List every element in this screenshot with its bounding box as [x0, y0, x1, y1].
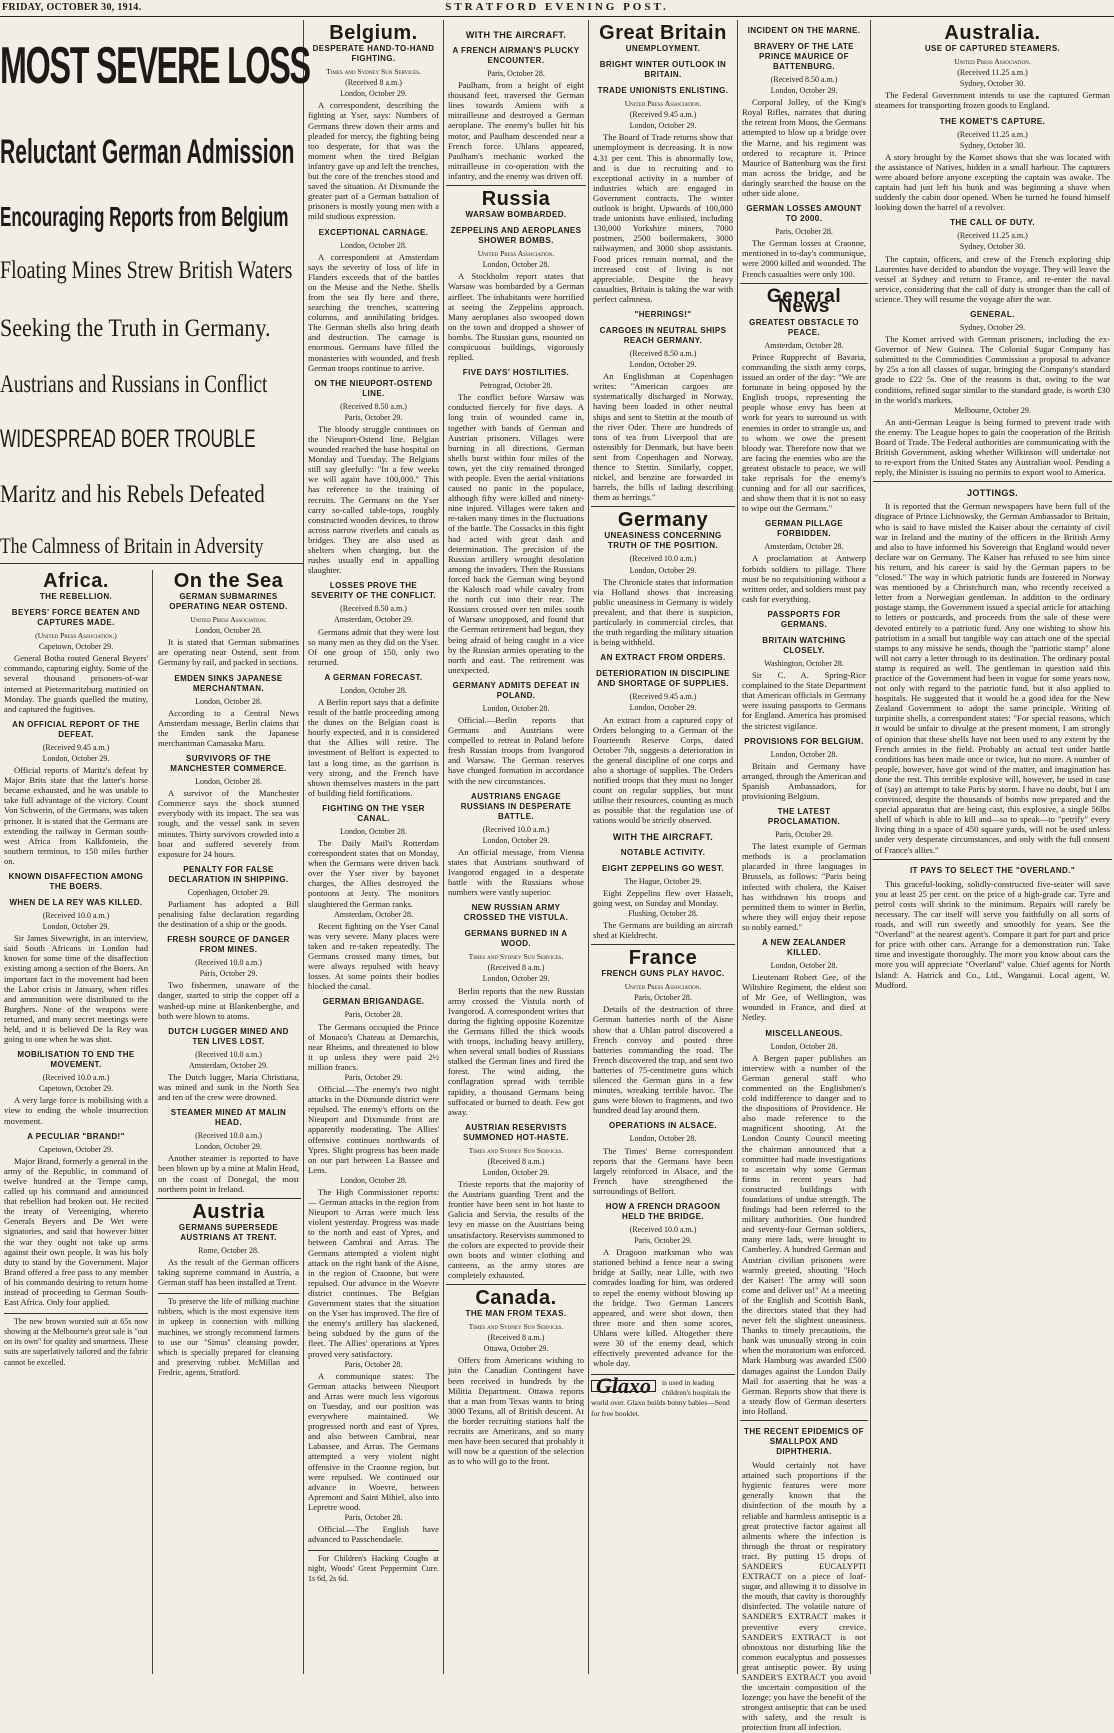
article-body: Paulham, from a height of eight thousand feet, traversed the German lines towards Amiens with a mitrailleuse and destroyed a German aeroplane. The enemy's bullet hit his motor, and Paulham descended near a French force. Uhlans appeared, Paulham's mechanic worked the mitrailleuse in co-operation with the infantry, and the enemy was driven off.	[448, 80, 584, 181]
article-body: The captain, officers, and crew of the French exploring ship Laurentes have decided to abandon the voyage. They will leave the vessel at Sydney and return to France, and re-enter the naval service, considering that the call of duty is stronger than the call of science. They will resume the voyage after the war.	[875, 253, 1110, 304]
article-headline: GREATEST OBSTACLE TO PEACE.	[749, 317, 859, 337]
advertisement-headline: THE RECENT EPIDEMICS OF SMALLPOX AND DIPHTHERIA.	[744, 1427, 864, 1457]
headline-main: MOST SEVERE LOSS	[0, 37, 310, 95]
article-headline: AUSTRIANS ENGAGE RUSSIANS IN DESPERATE BATTLE.	[460, 791, 572, 821]
article-headline: THE LATEST PROCLAMATION.	[767, 807, 841, 827]
article-headline: PROVISIONS FOR BELGIUM.	[744, 736, 864, 746]
article-body: Eight Zeppelins flew over Hasselt, going west, on Sunday and Monday.	[593, 887, 733, 908]
article-body: According to a Central News Amsterdam message, Berlin claims that the Emden sank the Japanese merchantman Camasaka Maru.	[158, 707, 299, 748]
received-time: (Received 10.0 a.m.)	[629, 554, 697, 564]
article-body: A very large force is mobilising with a view to ending the whole insurrection movement.	[4, 1095, 148, 1126]
section-title: Canada.	[475, 1287, 557, 1309]
column-britain	[591, 20, 735, 1676]
advertisement: To preserve the life of milking machine rubbers, which is the most expensive item in upkeep in connection with milking machines, we strongly recommend farmers to use our "Simus" cleansing powder, which is specially prepared for cleansing and preserving rubber. McMillan and Fredric, agents, Stratford.	[158, 1293, 299, 1378]
article-body: Official reports of Maritz's defeat by Major Brits state that the latter's horse became exhausted, and he was unable to take full advantage of the victory. Count Von Schwerin, of the Germans, was taken prisoner. It is stated that the Germans are extending the railway in German south-west Africa from Kalkfontein, the southern terminus, to 150 miles further on.	[4, 765, 148, 866]
article-headline: FIGHTING ON THE YSER CANAL.	[322, 803, 425, 823]
received-time: (Received 8.50 a.m.)	[629, 348, 697, 358]
received-time: (Received 8 a.m.)	[487, 963, 545, 973]
dateline: Paris, October 28.	[634, 993, 692, 1003]
article-body: Berlin reports that the new Russian army crossed the Vistula north of Ivangorod. A correspondent writes that during the fighting opposite Kozenitze the Germans filled the thick woods with troops, including heavy artillery, when several small bodies of Russians stalked the German lines and fired the forest. The wind aiding, the conflagration spread with terrible rapidity, a thousand Germans being suffocated or burned to death. Few got away.	[448, 985, 584, 1117]
dateline: London, October 29.	[770, 86, 838, 96]
article-subheadline: BRIGHT WINTER OUTLOOK IN BRITAIN.	[599, 60, 727, 80]
received-time: (Received 9.45 a.m.)	[629, 692, 697, 702]
dateline: London, October 29.	[340, 89, 407, 99]
received-time: (Received 10.0 a.m.)	[42, 1073, 110, 1083]
article-headline: GERMAN PILLAGE FORBIDDEN.	[764, 519, 844, 539]
article-headline: UNEMPLOYMENT.	[625, 44, 701, 54]
dateline: London, October 29.	[42, 753, 110, 763]
received-time: (Received 10.0 a.m.)	[195, 958, 262, 968]
advertisement: This graceful-looking, solidly-constructed five-seater will save you at least 25 per cent. on the price of a high-grade car. Tyre and petrol costs will shrink to the minimum. Repairs will rarely be necessary. The car itself will serve you faithfully on all sorts of roads, and will run sweetly and smoothly for years. See the "Overland" at the nearest agent's. Compare it part for part and price for price with other cars. Arrange for a demonstration run. Take time and investigate thoroughly. The more you know about cars the more you will appreciate "Overland" value. Chief agents for North Island: A. Hatrick and Co., Ltd., Wanganui. Local agent, W. Mudford.	[875, 878, 1110, 990]
article-body: An anti-German League is being formed to prevent trade with the enemy. The League hopes to gain the cooperation of the British Board of Trade. The Federal authorities are communicating with the British Government, asking whether Wilkinson will undertake not to re-export from the United States any Australian wool. Pending a reply, the Minister is issuing no permits to export wool to America.	[875, 416, 1110, 478]
article-body: The Dutch lugger, Maria Christiana, was mined and sunk in the North Sea and ten of the crew were drowned.	[158, 1071, 299, 1103]
article-headline: THE MAN FROM TEXAS.	[465, 1309, 567, 1319]
article-subheadline: BRITAIN WATCHING CLOSELY.	[762, 635, 846, 655]
article-body: Germans admit that they were lost so many men as they did on the Yser. Of one group of 150, only two returned.	[308, 626, 439, 667]
article-body: The Times' Berne correspondent reports that the Germans have been largely reinforced in Alsace, and the French have strengthened the surroundings of Belfort.	[593, 1145, 733, 1196]
dateline: Paris, October 28.	[344, 1359, 403, 1369]
article-headline: A NEW ZEALANDER KILLED.	[762, 938, 846, 957]
article-body: The High Commissioner reports:— German attacks in the region from Nieuport to Arras were much less violent yesterday. Progress was made to the north and east of Ypres, and between Cambrai and Arras. The Germans attempted a violent night attack on the right bank of the Aisne, in the region of Craonne, but were repulsed. Our advance in the Woevre district continues. The Belgian Government states that the situation on the Yser has improved. The fire of the enemy's artillery has slackened, being subdued by the guns of the fleet. The Allies' operations at Ypres proved very satisfactory.	[308, 1187, 439, 1359]
dateline: Sydney, October 30.	[959, 242, 1026, 252]
column-rule	[443, 20, 444, 1674]
headline-6: Austrians and Russians in Conflict	[0, 371, 268, 398]
news-agency: Times and Sydney Sun Services.	[468, 1145, 564, 1155]
dateline: London, October 28.	[629, 1134, 697, 1144]
article-headline: OPERATIONS IN ALSACE.	[609, 1121, 717, 1131]
dateline: Paris, October 28.	[344, 1010, 403, 1020]
article-headline: KNOWN DISAFFECTION AMONG THE BOERS.	[8, 871, 144, 891]
article-body: A correspondent, describing the fighting at Yser, says: Numbers of Germans threw down their arms and pleaded for mercy, the fighting being too desperate, for that was the moment when the tired Belgian infantry gave up and left the trenches, but the core of the trenches stood and saved the situation. At Dixmunde the greater part of a German battalion of prisoners is mostly young men with a mild studious expression.	[308, 100, 439, 222]
article-body: The bloody struggle continues on the Nieuport-Ostend line. Belgian wounded reached the base hospital on Monday and Tuesday. The Belgians still say gleefully: "In a few weeks we will again have 100,000." This has reference to the training of recruits. The Germans on the Yser carry so-called table-tops, roughly constructed wooden devices, to throw across narrow riverlets and canals as bridges. They are also used as shelters when charging, but the rushes usually end in appalling slaughter.	[308, 423, 439, 576]
article-subheadline: WHEN DE LA REY WAS KILLED.	[9, 897, 143, 907]
column-australia	[873, 20, 1112, 1676]
received-time: (Received 11.25 a.m.)	[957, 68, 1028, 78]
article-headline: UNEASINESS CONCERNING TRUTH OF THE POSITION.	[604, 531, 722, 551]
article-headline: EXCEPTIONAL CARNAGE.	[318, 227, 429, 237]
article-body: Sir C. A. Spring-Rice complained to the State Department that American officials in Germany were issuing passports to Germans for England. America has promised the strictest vigilance.	[742, 670, 866, 731]
dateline: London, October 29.	[629, 565, 697, 575]
column-russia	[446, 20, 586, 1676]
dateline: London, October 28.	[770, 1041, 838, 1051]
divider	[446, 185, 586, 186]
dateline: Sydney, October 30.	[959, 140, 1026, 150]
section-rule	[0, 563, 303, 564]
dateline: Petrograd, October 28.	[479, 381, 553, 391]
article-body: The Chronicle states that information via Holland shows that increasing public uneasiness in Germany is widely prevalent, and that there is suspicion, particularly in commercial circles, that the truth regarding the military situation is being withheld.	[593, 576, 733, 648]
article-headline: FIVE DAYS' HOSTILITIES.	[462, 368, 570, 378]
received-time: (Received 8 a.m.)	[487, 1156, 545, 1166]
dateline: Paris, October 28.	[487, 69, 545, 78]
dateline: Paris, October 29.	[344, 412, 403, 422]
article-headline: GENERAL.	[970, 309, 1015, 319]
dateline: London, October 28.	[340, 240, 407, 250]
article-body: A Bergen paper publishes an interview with a number of the German general staff who commented on the Englishmen's cold indifference to danger and to the dispositions of Providence. He also made reference to the magnificent shooting. At the London County Council meeting the chairman announced that a committee had made investigations to ascertain why some German firms in recent years had constructed buildings with foundations of undue strength. The findings had been referred to the military authorities. One hundred and seventy-four German soldiers, many mere lads, were brought to Camberley. A hundred German and Austrian civilian prisoners were warmly greeted, shouting "Hoch der Kaiser! The army will soon come and deliver us!" At a meeting of the English and Scottish Bank, the directors stated that they had never felt the slightest uneasiness. Thanks to timely precautions, the bank was unusually strong in coin when the moratorium was enforced. Mark Hamburg was awarded £500 damages against the London Daily Mail for asserting that he was a German. Reports show that there is a steady flow of German deserters into Holland.	[742, 1052, 866, 1416]
section-title: Africa.	[43, 570, 109, 592]
dateline: The Hague, October 29.	[624, 876, 702, 886]
article-headline: WARSAW BOMBARDED.	[465, 210, 567, 220]
news-agency: United Press Association.	[954, 57, 1031, 67]
article-subheadline: CARGOES IN NEUTRAL SHIPS REACH GERMANY.	[599, 325, 727, 345]
dateline: Sydney, October 29.	[959, 322, 1026, 332]
article-headline: GERMANY ADMITS DEFEAT IN POLAND.	[452, 680, 580, 700]
article-headline: SURVIVORS OF THE MANCHESTER COMMERCE.	[170, 754, 287, 774]
received-time: (Received 10.0 a.m.)	[42, 910, 110, 920]
dateline: Sydney, October 30.	[959, 79, 1026, 89]
section-title: Belgium.	[329, 22, 418, 44]
received-time: (Received 11.25 a.m.)	[957, 129, 1028, 139]
article-body: Official.—The English have advanced to Passchendaele.	[308, 1524, 439, 1545]
dateline: Amsterdam, October 28.	[333, 909, 414, 919]
dateline: London, October 28.	[340, 685, 407, 695]
headline-8: Maritz and his Rebels Defeated	[0, 481, 265, 508]
article-body: As the result of the German officers taking supreme command in Austria, a German staff has been installed at Trent.	[158, 1256, 299, 1288]
dateline: Melbourne, October 29.	[954, 405, 1031, 415]
article-body: Details of the destruction of three German batteries north of the Aisne show that a Uhlan patrol discovered a French convoy and posted three batteries commanding the road. The French discovered the trap, and sent two batteries of 75-centimetre guns which silenced the German guns in a few minutes, wreaking terrible havoc. The guns were blown to fragments, and two hundred dead lay around them.	[593, 1004, 733, 1116]
article-body: A communique states: The German attacks between Nieuport and Arras were much less vigorous on Tuesday, and our position was everywhere maintained. We progressed north and east of Ypres, and also between Cambrai, near Labassee, and Arras. The Germans attempted a very violent night offensive in the Craonne region, but were repulsed. We continued our advance in Woevre, between Apremont and Saint Mihiel, also into Lepretre wood.	[308, 1370, 439, 1512]
article-body: It is stated that German submarines are operating near Ostend, sent from Germany by rail, and packed in sections.	[158, 637, 299, 668]
news-agency: United Press Association.	[624, 982, 702, 992]
article-body: An Englishman at Copenhagen writes: "American cargoes are systematically discharged in Norway, having been loaded in other neutral ships and sent to Stettin at the mouth of the river Oder. There are hundreds of tons of tea from Liverpool that are ostensibly for Denmark, but have been sent from Copenhagen and Norway, thence to Stettin. Similarly, copper, nickel, and benzine are forwarded in barrels, the bills of lading describing them as herrings."	[593, 371, 733, 503]
article-headline: NEW RUSSIAN ARMY CROSSED THE VISTULA.	[463, 903, 569, 923]
section-title: General News	[766, 285, 842, 317]
headline-3: Encouraging Reports from Belgium	[0, 201, 289, 232]
headline-2: Reluctant German Admission	[0, 133, 295, 171]
article-headline: AUSTRIAN RESERVISTS SUMMONED HOT-HASTE.	[463, 1122, 569, 1142]
article-body: Britain and Germany have arranged, through the American and Spanish Ambassadors, for provisioning Belgium.	[742, 760, 866, 801]
section-title: Great Britain	[599, 22, 727, 44]
section-title: Russia	[481, 188, 551, 211]
advertisement: The new brown worsted suit at 65s now showing at the Melbourne's great sale is "out on its own" for quality and smartness. These suits are superlatively tailored and the fabric cannot be excelled.	[4, 1313, 148, 1367]
article-body: The latest example of German methods is a proclamation placarded in three languages in Brussels, as follows: "Paris being infected with cholera, the Kaiser has withdrawn his troops and permitted them to winter in Berlin, where they will enjoy their repose so nobly earned."	[742, 841, 866, 932]
dateline: Paris, October 29.	[344, 1072, 403, 1082]
article-body: Another steamer is reported to have been blown up by a mine at Malin Head, on the coast of Donegal, the most northern point in Ireland.	[158, 1153, 299, 1194]
received-time: (Received 8.50 a.m.)	[340, 604, 407, 614]
dateline: London, October 28.	[340, 826, 407, 836]
advertisement	[591, 1374, 735, 1418]
article-headline: THE KOMET'S CAPTURE.	[939, 116, 1046, 126]
news-agency: United Press Association.	[477, 249, 555, 259]
advertisement-headline: IT PAYS TO SELECT THE "OVERLAND."	[909, 865, 1076, 875]
dateline: London, October 29.	[482, 974, 550, 984]
article-headline: EMDEN SINKS JAPANESE MERCHANTMAN.	[174, 673, 283, 693]
column-sea	[156, 568, 301, 1676]
article-headline: AN EXTRACT FROM ORDERS.	[600, 653, 726, 663]
dateline: Amsterdam, October 28.	[764, 542, 844, 552]
article-headline: A PECULIAR "BRAND!"	[27, 1131, 125, 1141]
article-headline: STEAMER MINED AT MALIN HEAD.	[170, 1108, 287, 1128]
article-body: Sir James Sivewright, in an interview, said South Africans in London had known for some time of the disaffection existing among a section of the Boers. An important fact in the movement had been the Labor crisis in January, when rifles and ammunition were distributed to the Burghers. None of the weapons were returned, and many secret meetings were held, and it is believed De la Rey was going to one when he was shot.	[4, 933, 148, 1045]
section-title: On the Sea	[173, 570, 284, 592]
article-headline: PASSPORTS FOR GERMANS.	[767, 609, 841, 629]
article-headline: LOSSES PROVE THE SEVERITY OF THE CONFLICT.	[311, 581, 436, 601]
received-time: (Received 9.45 a.m.)	[629, 110, 697, 120]
article-body: The Germans occupied the Prince of Monaco's Chateau at Demarchis, near Rheims, and threatened to blow it up unless they were paid 2½ million francs.	[308, 1021, 439, 1072]
headline-9: The Calmness of Britain in Adversity	[0, 533, 264, 558]
received-time: (Received 8.50 a.m.)	[340, 401, 407, 411]
headline-7: WIDESPREAD BOER TROUBLE	[0, 425, 256, 453]
article-subheadline: GERMANS BURNED IN A WOOD.	[464, 929, 568, 949]
article-body: General Botha routed General Beyers' commando, capturing eighty. Some of the several thousand prisoners-of-war interned at Pietermaritzburg mutinied on Monday. The guards quelled the mutiny, and captured the fugitives.	[4, 653, 148, 714]
dateline: London, October 28.	[770, 749, 838, 759]
article-body: Trieste reports that the majority of the Austrians guarding Trent and the frontier have been sent in hot haste to Galicia and Servia, the results of the levy en masse on the Austrians being unsatisfactory. Reservists summoned to the colors are expected to provide their own boots and winter clothing and canteens, as the army stores are completely exhausted.	[448, 1179, 584, 1280]
advertisement: For Children's Hacking Coughs at night, Woods' Great Peppermint Cure. 1s 6d, 2s 6d.	[308, 1550, 439, 1584]
article-subheadline: DETERIORATION IN DISCIPLINE AND SHORTAGE OF SUPPLIES.	[596, 669, 730, 689]
article-body: An extract from a captured copy of Orders belonging to a German of the Fourteenth Reserve Corps, dated October 7th, suggests a deterioration in the general discipline of one corps and also a shortage of supplies. The Orders notified troops that they must no longer count on regular supplies, but must utilise their resources, counting as much as possible that the regulation use of rations would be strictly observed.	[593, 714, 733, 826]
issue-date: FRIDAY, OCTOBER 30, 1914.	[2, 2, 142, 13]
dateline: Paris, October 29.	[775, 830, 833, 840]
divider	[740, 1420, 868, 1421]
article-headline: FRENCH GUNS PLAY HAVOC.	[601, 969, 725, 979]
article-headline: AN OFFICIAL REPORT OF THE DEFEAT.	[12, 719, 140, 739]
column-rule	[588, 20, 589, 1674]
column-general-news	[740, 20, 868, 1733]
article-body: The Daily Mail's Rotterdam correspondent states that on Monday, when the Germans were driven back over the Yser river by bayonet charges, the Allies destroyed the pontoons at Jesty. The monitors slaughtered the German ranks.	[308, 838, 439, 909]
article-headline: MOBILISATION TO END THE MOVEMENT.	[17, 1050, 135, 1070]
article-body: Two fishermen, unaware of the danger, started to strip the copper off a washed-up mine at Blankenberghe, and both were blown to atoms.	[158, 980, 299, 1021]
section-title: Austria	[192, 1200, 265, 1223]
article-body: Official.—Berlin reports that Germans and Austrians were compelled to retreat in Poland before fresh Russian troops from Ivangorod and Warsaw. The German reserves have changed formation in accordance with the new circumstances.	[448, 714, 584, 786]
column-rule	[152, 570, 153, 1674]
article-headline: DESPERATE HAND-TO-HAND FIGHTING.	[312, 44, 435, 64]
received-time: (Received 10.0 a.m.)	[195, 1131, 262, 1141]
article-headline: HOW A FRENCH DRAGOON HELD THE BRIDGE.	[605, 1201, 721, 1221]
column-rule	[870, 20, 871, 1674]
article-headline: WITH THE AIRCRAFT.	[612, 831, 714, 842]
article-headline: "HERRINGS!"	[634, 309, 692, 319]
article-body: The Federal Government intends to use the captured German steamers for transporting frozen goods to England.	[875, 90, 1110, 111]
dateline: Paris, October 28.	[344, 1513, 403, 1522]
news-agency: Times and Sydney Sun Services.	[326, 67, 421, 77]
dateline: London, October 29.	[629, 360, 697, 370]
headline-4: Floating Mines Strew British Waters	[0, 257, 293, 284]
article-body: A proclamation at Antwerp forbids soldiers to pillage. There must be no requisitioning without a written order, and soldiers must pay cash for everything.	[742, 553, 866, 604]
dateline: London, October 28.	[482, 703, 550, 713]
article-body: Parliament has adopted a Bill penalising false declaration regarding the destination of a ship or the goods.	[158, 898, 299, 930]
dateline: London, October 29.	[482, 1167, 550, 1177]
dateline: Ottawa, October 29.	[483, 1344, 549, 1354]
article-body: The German losses at Craonne, mentioned in to-day's communique, were 2000 killed and wounded. The French casualties were only 100.	[742, 238, 866, 279]
article-subheadline: ZEPPELINS AND AEROPLANES SHOWER BOMBS.	[450, 226, 582, 246]
dateline: London, October 28.	[340, 1175, 407, 1185]
article-body: Prince Rupprecht of Bavaria, commanding the sixth army corps, issued an order of the day: "We are fortunate in being opposed by the English troops, representing the people whose envy has been at work for years to surround us with enemies in order to strangle us, and to whom we owe the present bloody war. Therefore now that we are facing the enemies who are the greatest obstacle to peace, we will take reprisals for the enemy's cunning and for all our sacrifices, and show them that it is not so easy to wipe out the Germans."	[742, 351, 866, 514]
glaxo-logo: Glaxo	[591, 1380, 656, 1392]
article-body: A Dragoon marksman who was stationed behind a fence near a swing bridge at Sailly, near Lille, with two comrades loading for him, was ordered to repel the enemy without blowing up the bridge. Two German Lancers appeared, and were shot down, then three more and then some scores, Uhlans were killed. Altogether there were 30 of the enemy dead, which effectively prevented advance for the whole day.	[593, 1247, 733, 1369]
article-subheadline: BEYERS' FORCE BEATEN AND CAPTURES MADE.	[11, 608, 141, 628]
news-agency: Times and Sydney Sun Services.	[468, 1322, 564, 1332]
dateline: London, October 28.	[482, 260, 550, 270]
article-body: Official.—The enemy's two night attacks in the Dixmunde district were repulsed. The enemy's efforts on the Nieuport and Dixmunde front are apparently moderating. The Allies' offensive continues northwards of Ypres. Slight progress has been made on our part between La Bassee and Lens.	[308, 1084, 439, 1175]
column-rule	[737, 20, 738, 1674]
news-agency: United Press Association.	[624, 99, 702, 109]
dateline: Rome, October 28.	[198, 1245, 259, 1255]
article-headline: THE CALL OF DUTY.	[950, 218, 1035, 228]
article-body: Lieutenant Robert Gee, of the Wiltshire Regiment, the eldest son of Mr Gee, of Wellington, was wounded in France, and died at Netley.	[742, 972, 866, 1023]
article-body: A Stockholm report states that Warsaw was bombarded by a German airfleet. The inhabitants were horrified at seeing the Zeppelins approach. Many aeroplanes also swooped down on the town and dropped a shower of bombs. The Russian guns, mounted on conspicuous buildings, vigorously replied.	[448, 271, 584, 363]
dateline: London, October 29.	[629, 703, 697, 713]
article-body: The conflict before Warsaw was conducted fiercely for five days. A long train of wounded came in, together with bands of German and Austrian prisoners. Villages were burning in all directions. German shells burst within four miles of the town, yet the city remained thronged with people. Even the aerial visitations caused no panic in the populace, although fifty were killed and ninety-nine injured. Villages were taken and re-taken many times in the fluctuations of the battle. The Cossacks in this fight had acted with great dash and determination. The precision of the Russian artillery wrought desolation among the invaders. Then the Russians forced back the German wing beyond the Kalosch road while cavalry from the north cut into their rear. The Russians crossed over ten miles south of Warsaw unopposed, and found that the German retirement had begun, they being afraid of being caught in a vice by the Russian armies operating to the north and east. The retirement was unexpected.	[448, 392, 584, 675]
dateline: London, October 28.	[770, 961, 838, 970]
received-time: (Received 8 a.m.)	[487, 1333, 545, 1343]
dateline: Paris, October 29.	[199, 969, 258, 979]
article-headline: PENALTY FOR FALSE DECLARATION IN SHIPPING.	[168, 864, 289, 884]
dateline: London, October 29.	[195, 1142, 262, 1152]
divider	[873, 481, 1112, 482]
dateline: Capetown, October 29.	[38, 1144, 114, 1154]
article-body: Offers from Americans wishing to join the Canadian Contingent have been received in hundreds by the Militia Department. Ottawa reports that a man from Texas wants to bring 3000 Texans, all of British descent. At the border recruiting stations half the recruits are Americans, and so many men have been secured that probably it will now be a question of the selection as to who will go to the front.	[448, 1355, 584, 1467]
dateline: Flushing, October 28.	[628, 908, 698, 918]
article-headline: A GERMAN FORECAST.	[324, 672, 423, 682]
dateline: Copenhagen, October 29.	[187, 887, 270, 897]
article-subheadline: BRAVERY OF THE LATE PRINCE MAURICE OF BATTENBURG.	[754, 42, 854, 71]
dateline: London, October 29.	[482, 835, 550, 845]
divider	[591, 944, 735, 945]
article-body: It is reported that the German newspapers have been full of the disgrace of Prince Lichnowsky, the German Ambassador to Britain, who is said to have misled the Kaiser about the certainty of civil war in Ireland and the mutiny of the officers in the British Army and also to have informed his Sovereign that England would never declare war on Germany. The Kaiser has refused to see him since his return, and his career is said by the German papers to be "closed." The way in which patriotic funds are fostered in Norway was mentioned by a Christchurch man, who recently received a letter from a Norwegian gentleman. In addition to the ordinary postage stamp, the Government issued a special article for attaching to letters or postcards, and proceeds from the sale of these were devoted entirely to a patriotic fund. Any one wishing to show his patriotism in a small but tangible way can attach one of the special stamps to any missive he sends, though the "patriotic stamp" alone will not carry a letter through to its destination. The ordinary postal stamp is required as well. The gentleman in question said this practice of the Government had been in vogue for some years now, not only with regard to the patriotic fund, but it also applied to hospitals. He suggested that it would be a good idea for the New Zealand Government to adopt the same principle. Writing of turpinite shells, a correspondent states: "For special reasons, which it would be unfair to divulge at the present moment, I am strongly of opinion that these shells have not been used to any extent by the French armies in the field. Probably an actual test under battle conditions has been made once or twice, but no more. A number of people, however, have got wind of the matter, and imagination has done the rest. This terrible explosive will, however, be used in case of (say) an attempt to take Paris by storm. I have no doubt, but I am convinced, despite the thousands of bombs now prepared and the special apparatus that are being cast, this explosive, a single 56lbs shell of which is able to kill and—so to speak—to "petrify" every living thing in a space of 450 square yards, will not be used unless under very desperate circumstances, and only with the full consent of France's allies."	[875, 501, 1110, 855]
column-africa	[2, 568, 150, 1676]
newspaper-title: STRATFORD EVENING POST.	[445, 1, 669, 13]
article-body: A story brought by the Komet shows that she was located with the assistance of Natives, hidden in a small harbour. The capturers were aboard before anyone excepting the captain was awake. The captain had just left his bunk and was beginning a shave when suddenly the cabin door opened. When he turned he found himself looking down the barrel of a revolver.	[875, 151, 1110, 213]
divider	[873, 859, 1112, 860]
article-headline: GERMANS SUPERSEDE AUSTRIANS AT TRENT.	[178, 1222, 279, 1242]
article-subheadline: A FRENCH AIRMAN'S PLUCKY ENCOUNTER.	[452, 46, 580, 65]
dateline: London, October 28.	[195, 626, 262, 636]
article-body: The Komet arrived with German prisoners, including the ex-Governor of New Guinea. The Colonial Sugar Company has submitted to the Commodities Commission a proposal to advance by 25s a ton all classes of sugar, bringing the Company's standard grade to £22 5s. One of the reasons is that, owing to the war conditions, refined sugar similar to the standard grade, is worth £30 in the world's markets.	[875, 334, 1110, 405]
dateline: Paris, October 28.	[775, 227, 833, 237]
article-headline: DUTCH LUGGER MINED AND TEN LIVES LOST.	[168, 1026, 289, 1046]
article-body: An official message, from Vienna states that Austrians southward of Ivangorod engaged in a desperate battle with the Russians whose numbers were vastly superior.	[448, 846, 584, 898]
article-body: The Germans are building an aircraft shed at Kieldrecht.	[593, 919, 733, 940]
ad-text: is used in leading children's hospitals the world over. Glaxo builds bonny babies—Send for free booklet.	[591, 1378, 731, 1418]
article-body: The Board of Trade returns show that unemployment is decreasing. It is now 4.31 per cent. This is abnormally low, and is due to recruiting and to exceptional activity in a number of industries which are engaged in Government contracts. The winter outlook is bright. Upwards of 100,000 trade unionists have enlisted, including 130,000 Yorkshire miners, 7000 postmen, 2500 boilermakers, 3000 railwaymen, and 3000 shop assistants. Food prices remain normal, and the increased cost of living is not appreciable. Despite the heavy casualties, Britain is taking the war with perfect calmness.	[593, 132, 733, 304]
dateline: Amsterdam, October 29.	[188, 1060, 269, 1070]
dateline: London, October 28.	[195, 696, 262, 706]
article-subheadline: TRADE UNIONISTS ENLISTING.	[597, 86, 729, 96]
received-time: (Received 8.50 a.m.)	[770, 75, 838, 84]
article-subheadline: EIGHT ZEPPELINS GO WEST.	[601, 863, 725, 873]
column-rule	[303, 20, 304, 1674]
article-body: A survivor of the Manchester Commerce says the shock stunned everybody with its impact. The sea was rough, and the vessel sank in seven minutes. Thirty survivors crowded into a boat and suffered severely from exposure for 24 hours.	[158, 788, 299, 859]
dateline: Capetown, October 29.	[38, 1084, 114, 1094]
article-headline: INCIDENT ON THE MARNE.	[747, 26, 861, 35]
article-headline: GERMAN SUBMARINES OPERATING NEAR OSTEND.	[169, 592, 288, 612]
article-headline: FRESH SOURCE OF DANGER FROM MINES.	[167, 935, 290, 955]
dateline: London, October 29.	[629, 121, 697, 131]
dateline: London, October 28.	[195, 777, 262, 787]
masthead	[0, 0, 1114, 17]
section-title: Australia.	[944, 22, 1041, 44]
divider	[156, 1198, 301, 1199]
article-headline: ON THE NIEUPORT-OSTEND LINE.	[314, 378, 433, 398]
advertisement: Would certainly not have attained such proportions if the hygienic features were more generally known that the disinfection of the mouth by a reliable and harmless antiseptic is a great protective factor against all ailments where the infection is through the throat or respiratory tract. By putting 15 drops of SANDER'S EUCALYPTI EXTRACT on a piece of loaf-sugar, and allowing it to dissolve in the mouth, that cavity is thoroughly disinfected. The volatile nature of SANDER'S EXTRACT makes it preventive every crevice. SANDER'S EXTRACT is not obnoxious nor disturbing like the common eucalyptus and possesses great antiseptic power. By using SANDER'S EXTRACT you avoid the uncertain composition of the lozenge; you have the benefit of the strongest antiseptic that can be used with safety, and the result is protection from all infection.	[742, 1460, 866, 1733]
divider	[740, 283, 868, 284]
news-agency: United Press Association.	[190, 615, 267, 625]
news-agency: Times and Sydney Sun Services.	[468, 952, 564, 962]
section-title: France	[628, 947, 698, 970]
dateline: Washington, October 28.	[764, 658, 844, 668]
article-headline: GERMAN LOSSES AMOUNT TO 2000.	[746, 204, 862, 224]
dateline: Amsterdam, October 28.	[764, 340, 844, 350]
dateline: Capetown, October 29.	[38, 642, 114, 652]
received-time: (Received 10.0 a.m.)	[629, 1224, 697, 1234]
received-time: (Received 10.0 a.m.)	[482, 824, 550, 834]
article-body: Major Brand, formerly a general in the army of the Republic, in command of twelve hundred at the Tempe camp, called up his command and announced that rebellion had broken out. He recited the treaty of Vereeniging, whereto Generals Beyers and De Wet were signatories, and said that however bitter the war they ought not take up arms against their own people. It was his holy duty to stand by the Government. Major Brand offered a free pass to any member of his commando desiring to return home instead of proceeding to German South-East Africa. Only four applied.	[4, 1155, 148, 1308]
dateline: Amsterdam, October 29.	[333, 615, 414, 625]
article-body: A Berlin report says that a definite result of the battle proceeding among the dunes on the Belgian coast is hourly expected, and it is considered that the Allies will retire. The investment of Belfort is expected to last a long time, as the garrison is very strong, and the French have shown themselves masters in the part of building field fortifications.	[308, 696, 439, 798]
news-agency: (United Press Association.)	[35, 631, 117, 641]
article-headline: GERMAN BRIGANDAGE.	[322, 997, 425, 1007]
received-time: (Received 11.25 a.m.)	[957, 231, 1028, 241]
article-body: A correspondent at Amsterdam says the severity of loss of life in Flanders exceeds that of the battles on the Meuse and the Nethe. Shells from the sea fly here and there, searching the trenches, scattering columns, and annihilating bridges. The German shells also bring death and destruction. The carnage is enormous. Germans have filled the monasteries with wounded, and fresh German troops continue to arrive.	[308, 251, 439, 373]
received-time: (Received 8 a.m.)	[345, 78, 402, 88]
received-time: (Received 9.45 a.m.)	[42, 742, 110, 752]
article-body: Corporal Jolley, of the King's Royal Rifles, narrates that during the retreat from Mons, the Germans attempted to blow up a bridge over the Marne, and his regiment was ordered to recapture it. Prince Maurice of Battenburg was the first man across the bridge, and he daringly searched the house on the other side alone.	[742, 97, 866, 199]
article-subheadline: NOTABLE ACTIVITY.	[620, 847, 706, 857]
dateline: London, October 29.	[42, 922, 110, 932]
section-title: Germany	[617, 509, 709, 532]
divider	[591, 506, 735, 507]
headline-block	[0, 20, 310, 560]
article-headline: WITH THE AIRCRAFT.	[465, 30, 567, 40]
divider	[446, 1284, 586, 1285]
article-headline: USE OF CAPTURED STEAMERS.	[924, 44, 1061, 54]
article-headline: JOTTINGS.	[966, 488, 1019, 499]
received-time: (Received 10.0 a.m.)	[195, 1049, 262, 1059]
article-body: Recent fighting on the Yser Canal was very severe. Many places were taken and re-taken repeatedly. The Germans crossed many times, but were always repulsed with heavy losses. At some points their bodies blocked the canal.	[308, 920, 439, 992]
article-headline: THE REBELLION.	[39, 592, 113, 602]
article-headline: MISCELLANEOUS.	[765, 1028, 843, 1038]
dateline: Paris, October 29.	[634, 1236, 692, 1246]
column-belgium	[306, 20, 441, 1676]
headline-5: Seeking the Truth in Germany.	[0, 315, 271, 342]
